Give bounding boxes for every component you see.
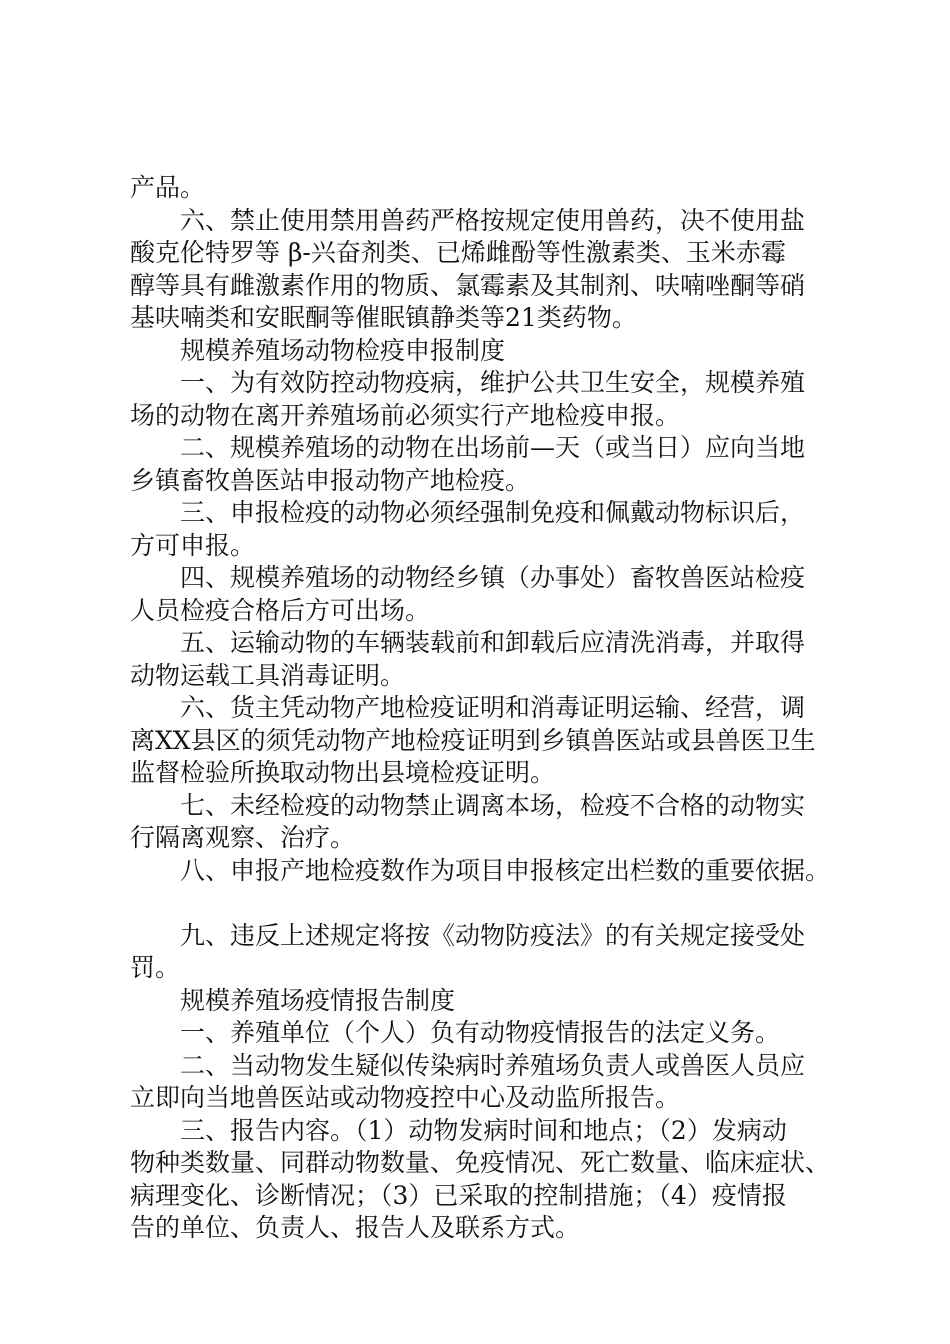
document-body	[130, 172, 840, 1245]
text-line: 九、违反上述规定将按《动物防疫法》的有关规定接受处	[180, 920, 806, 950]
text-line: 行隔离观察、治疗。	[130, 823, 356, 852]
text-line: 一、为有效防控动物疫病，维护公共卫生安全，规模养殖	[180, 368, 806, 397]
text-line: 一、养殖单位（个人）负有动物疫情报告的法定义务。	[180, 1018, 781, 1047]
text-line: 四、规模养殖场的动物经乡镇（办事处）畜牧兽医站检疫	[180, 563, 806, 592]
text-line: 告的单位、负责人、报告人及联系方式。	[130, 1213, 581, 1242]
text-line: 基呋喃类和安眠酮等催眠镇静类等21类药物。	[130, 303, 637, 332]
text-line: 酸克伦特罗等 β-兴奋剂类、已烯雌酚等性激素类、玉米赤霉	[130, 238, 786, 267]
text-line: 二、规模养殖场的动物在出场前—天（或当日）应向当地	[180, 433, 806, 462]
text-line: 乡镇畜牧兽医站申报动物产地检疫。	[130, 465, 531, 495]
text-line: 六、货主凭动物产地检疫证明和消毒证明运输、经营，调	[180, 693, 806, 722]
text-line: 病理变化、诊断情况；（3）已采取的控制措施；（4）疫情报	[130, 1180, 787, 1210]
text-line: 八、申报产地检疫数作为项目申报核定出栏数的重要依据。	[180, 855, 831, 885]
blank-line	[130, 887, 840, 920]
text-line: 三、申报检疫的动物必须经强制免疫和佩戴动物标识后，	[180, 498, 806, 527]
text-line: 立即向当地兽医站或动物疫控中心及动监所报告。	[130, 1083, 681, 1112]
text-line: 五、运输动物的车辆装载前和卸载后应清洗消毒，并取得	[180, 628, 806, 657]
text-line: 动物运载工具消毒证明。	[130, 660, 406, 690]
text-line: 人员检疫合格后方可出场。	[130, 595, 431, 625]
text-line: 方可申报。	[130, 530, 256, 560]
text-line: 场的动物在离开养殖场前必须实行产地检疫申报。	[130, 400, 681, 430]
text-line: 物种类数量、同群动物数量、免疫情况、死亡数量、临床症状、	[130, 1148, 831, 1177]
text-line: 七、未经检疫的动物禁止调离本场，检疫不合格的动物实	[180, 790, 806, 820]
text-line: 三、报告内容。（1）动物发病时间和地点；（2）发病动	[180, 1115, 787, 1145]
text-line: 规模养殖场疫情报告制度	[180, 985, 456, 1015]
text-line: 醇等具有雌激素作用的物质、氯霉素及其制剂、呋喃唑酮等硝	[130, 270, 806, 300]
text-line: 六、禁止使用禁用兽药严格按规定使用兽药，决不使用盐	[180, 205, 806, 235]
text-line: 规模养殖场动物检疫申报制度	[180, 335, 506, 365]
text-line: 离XX县区的须凭动物产地检疫证明到乡镇兽医站或县兽医卫生	[130, 725, 816, 755]
text-line: 监督检验所换取动物出县境检疫证明。	[130, 758, 556, 787]
text-line: 二、当动物发生疑似传染病时养殖场负责人或兽医人员应	[180, 1050, 806, 1080]
text-line: 罚。	[130, 953, 181, 982]
text-line: 产品。	[130, 173, 206, 202]
